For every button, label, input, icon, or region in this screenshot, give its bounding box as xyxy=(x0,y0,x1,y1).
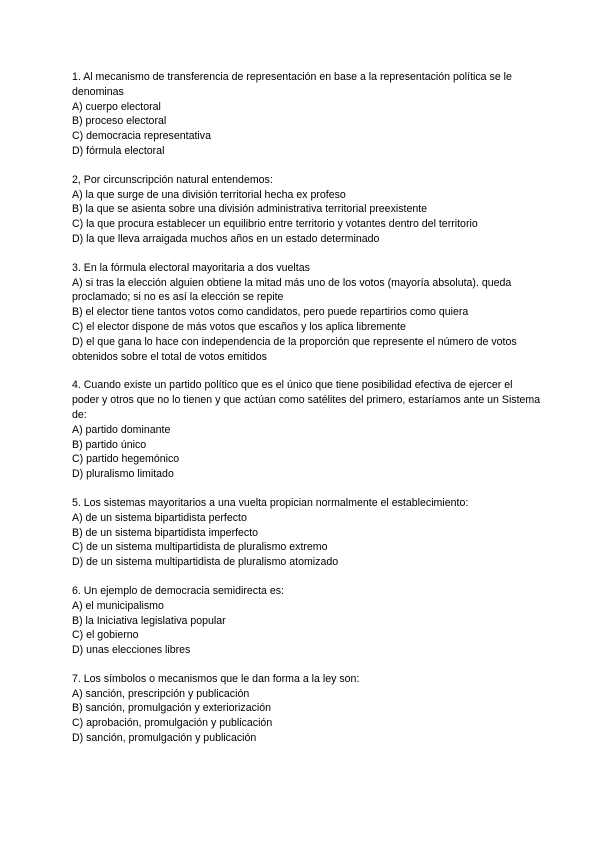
option-c: C) partido hegemónico xyxy=(72,453,180,466)
option-d: D) de un sistema multipartidista de pluralismo atomizado xyxy=(72,556,339,569)
option-a: A) la que surge de una división territorial hecha ex profeso xyxy=(72,188,346,201)
option-d: D) la que lleva arraigada muchos años en un estado determinado xyxy=(72,232,380,245)
option-d: D) pluralismo limitado xyxy=(72,468,174,481)
document-page xyxy=(72,70,542,760)
question-text: 2, Por circunscripción natural entendemos: xyxy=(72,173,273,186)
option-a: A) el municipalismo xyxy=(72,599,164,612)
question-text: 7. Los símbolos o mecanismos que le dan forma a la ley son: xyxy=(72,672,360,685)
option-c: C) el gobierno xyxy=(72,629,139,642)
option-b: B) la que se asienta sobre una división administrativa territorial preexistente xyxy=(72,203,428,216)
option-b: B) proceso electoral xyxy=(72,115,167,128)
option-c: C) la que procura establecer un equilibrio entre territorio y votantes dentro del territorio xyxy=(72,218,478,231)
option-d: D) sanción, promulgación y publicación xyxy=(72,732,257,745)
question-6 xyxy=(72,584,542,658)
question-text: 1. Al mecanismo de transferencia de representación en base a la representación política se le denominas xyxy=(72,71,512,98)
question-3 xyxy=(72,261,542,365)
option-c: C) el elector dispone de más votos que escaños y los aplica libremente xyxy=(72,320,406,333)
question-text: 4. Cuando existe un partido político que es el único que tiene posibilidad efectiva de ejercer el poder y otros que no lo tienen y que actúan como satélites del primero, estaríamos ante un Sistema de: xyxy=(72,379,541,421)
question-5 xyxy=(72,496,542,570)
option-a: A) si tras la elección alguien obtiene la mitad más uno de los votos (mayoría absoluta). queda proclamado; si no es así la elección se repite xyxy=(72,276,512,304)
option-b: B) partido único xyxy=(72,438,147,451)
question-4 xyxy=(72,378,542,482)
option-b: B) de un sistema bipartidista imperfecto xyxy=(72,526,259,539)
option-b: B) la Iniciativa legislativa popular xyxy=(72,614,226,627)
option-c: C) aprobación, promulgación y publicación xyxy=(72,717,273,730)
question-text: 6. Un ejemplo de democracia semidirecta es: xyxy=(72,584,284,597)
option-b: B) el elector tiene tantos votos como candidatos, pero puede repartirios como quiera xyxy=(72,306,469,319)
option-a: A) partido dominante xyxy=(72,423,171,436)
question-1 xyxy=(72,70,542,159)
option-d: D) el que gana lo hace con independencia de la proporción que represente el número de votos obtenidos sobre el total de votos emitidos xyxy=(72,335,517,363)
option-c: C) democracia representativa xyxy=(72,130,211,143)
option-b: B) sanción, promulgación y exteriorización xyxy=(72,702,272,715)
question-7 xyxy=(72,672,542,746)
question-text: 5. Los sistemas mayoritarios a una vuelta propician normalmente el establecimiento: xyxy=(72,496,469,509)
option-d: D) unas elecciones libres xyxy=(72,644,191,657)
option-c: C) de un sistema multipartidista de pluralismo extremo xyxy=(72,541,328,554)
question-2 xyxy=(72,173,542,247)
option-a: A) cuerpo electoral xyxy=(72,100,161,113)
option-d: D) fórmula electoral xyxy=(72,144,165,157)
option-a: A) de un sistema bipartidista perfecto xyxy=(72,511,247,524)
option-a: A) sanción, prescripción y publicación xyxy=(72,687,250,700)
question-text: 3. En la fórmula electoral mayoritaria a dos vueltas xyxy=(72,261,310,274)
